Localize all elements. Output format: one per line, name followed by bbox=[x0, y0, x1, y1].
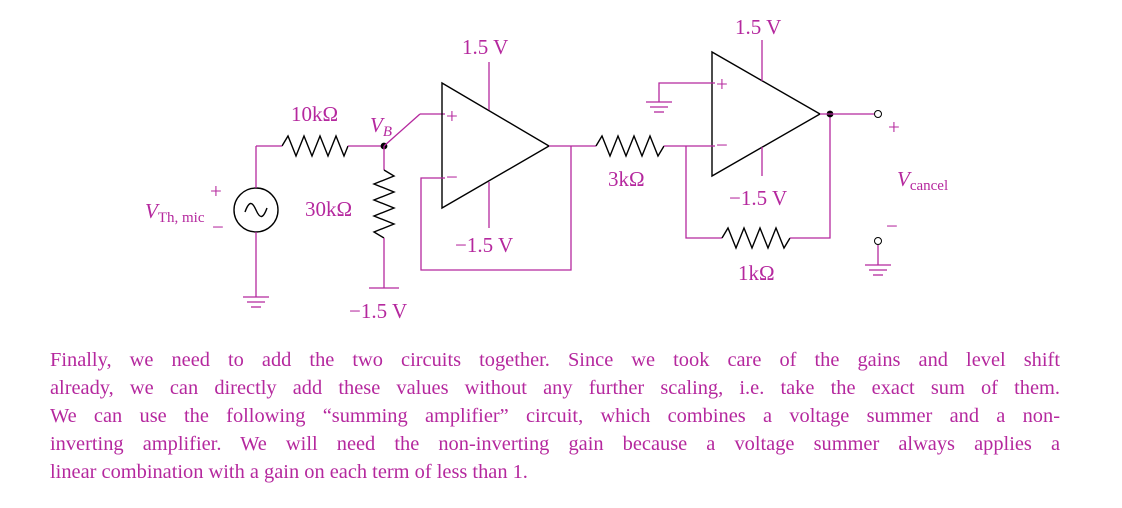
opamp-1-top-supply: 1.5 V bbox=[462, 35, 509, 59]
opamp-1-minus: − bbox=[446, 165, 458, 189]
paragraph-line: Finally, we need to add the two circuits together. Since we took care of the gains and level shift bbox=[50, 349, 1060, 371]
opamp-2-minus: − bbox=[716, 133, 728, 157]
opamp-1 bbox=[442, 62, 549, 228]
output-label: Vcancel bbox=[897, 167, 949, 194]
voltage-source bbox=[234, 146, 278, 297]
resistor-10k bbox=[282, 136, 348, 156]
source-label: VTh, mic bbox=[145, 199, 205, 226]
output-terminal-minus bbox=[875, 238, 882, 245]
sine-icon bbox=[245, 203, 267, 216]
resistor-1k-label: 1kΩ bbox=[738, 261, 775, 285]
opamp-1-bottom-supply: −1.5 V bbox=[455, 233, 514, 257]
resistor-30k-label: 30kΩ bbox=[305, 197, 353, 221]
opamp-2-bottom-supply: −1.5 V bbox=[729, 186, 788, 210]
bottom-supply-label: −1.5 V bbox=[349, 299, 408, 323]
output-plus-sign: + bbox=[888, 115, 900, 139]
paragraph-line: inverting amplifier. We will need the non-inverting gain because a voltage summer always applies a bbox=[50, 433, 1060, 455]
resistor-1k bbox=[722, 228, 790, 248]
resistor-10k-label: 10kΩ bbox=[291, 102, 339, 126]
resistor-30k bbox=[374, 170, 394, 238]
node-vb-label: VB bbox=[370, 113, 392, 140]
explanation-paragraph bbox=[50, 346, 1060, 486]
resistor-3k bbox=[596, 136, 664, 156]
source-minus-sign: − bbox=[212, 215, 224, 239]
paragraph-line: linear combination with a gain on each term of less than 1. bbox=[50, 461, 528, 483]
output-minus-sign: − bbox=[886, 214, 898, 238]
ground-symbol-output bbox=[865, 265, 891, 275]
paragraph-line: We can use the following “summing amplifier” circuit, which combines a voltage summer and a non- bbox=[50, 405, 1060, 427]
opamp-2-plus: + bbox=[716, 72, 728, 96]
opamp-1-plus: + bbox=[446, 104, 458, 128]
paragraph-line: already, we can directly add these values without any further scaling, i.e. take the exact sum of them. bbox=[50, 377, 1060, 399]
output-terminal-plus bbox=[875, 111, 882, 118]
resistor-3k-label: 3kΩ bbox=[608, 167, 645, 191]
opamp-2 bbox=[712, 40, 820, 176]
opamp-2-top-supply: 1.5 V bbox=[735, 15, 782, 39]
source-plus-sign: + bbox=[210, 179, 222, 203]
ground-symbol-opamp2 bbox=[646, 102, 672, 112]
ground-symbol-source bbox=[243, 297, 269, 307]
